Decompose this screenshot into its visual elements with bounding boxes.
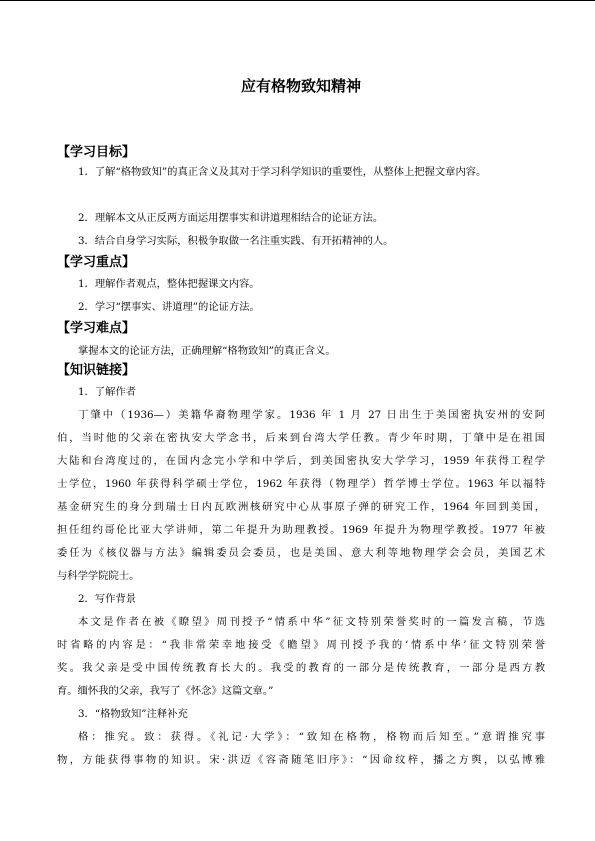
goal-item-2: 2．理解本文从正反两方面运用摆事实和讲道理相结合的论证方法。 bbox=[78, 212, 384, 224]
focus-item-2: 2．学习“摆事实、讲道理”的论证方法。 bbox=[78, 301, 260, 313]
author-line-7: 委任为《核仪器与方法》编辑委员会委员，也是美国、意大利等地物理学会会员，美国艺术 bbox=[57, 547, 545, 559]
page-top-rule bbox=[0, 0, 595, 1]
author-line-5: 基金研究生的身分到瑞士日内瓦欧洲核研究中心从事原子弹的研究工作，1964 年回到美国， bbox=[57, 501, 545, 513]
section-heading-goals: 【学习目标】 bbox=[57, 145, 136, 160]
background-line-1: 本文是作者在被《瞭望》周刊授予“情系中华”征文特别荣誉奖时的一篇发言稿，节选 bbox=[78, 616, 545, 628]
links-subheading-notes: 3．“格物致知”注释补充 bbox=[78, 708, 188, 720]
author-line-1: 丁肇中（1936—）美籍华裔物理学家。1936 年 1 月 27 日出生于美国密执安州的安阿 bbox=[78, 409, 545, 421]
background-line-4: 育。缅怀我的父亲，我写了《怀念》这篇文章。” bbox=[57, 685, 274, 697]
author-line-4: 士学位，1960 年获得科学硕士学位，1962 年获得（物理学）哲学博士学位。1963 年以福特 bbox=[57, 478, 545, 490]
document-title: 应有格物致知精神 bbox=[240, 77, 361, 95]
background-line-3: 奖。我父亲是受中国传统教育长大的。我受的教育的一部分是传统教育，一部分是西方教 bbox=[57, 662, 545, 674]
note-line-2: 物，方能获得事物的知识。宋·洪迈《容斋随笔旧序》：“因命纹梓，播之方舆，以弘博雅 bbox=[57, 754, 545, 766]
section-heading-focus: 【学习重点】 bbox=[57, 255, 136, 270]
goal-item-1: 1．了解“格物致知”的真正含义及其对于学习科学知识的重要性，从整体上把握文章内容。 bbox=[78, 166, 487, 178]
author-line-8: 与科学学院院士。 bbox=[57, 570, 140, 582]
goal-item-3: 3．结合自身学习实际，积极争取做一名注重实践、有开拓精神的人。 bbox=[78, 235, 394, 247]
author-line-6: 担任纽约哥伦比亚大学讲师，第二年提升为助理教授。1969 年提升为物理学教授。1977 年被 bbox=[57, 524, 545, 536]
author-line-3: 大陆和台湾度过的，在国内念完小学和中学后，到美国密执安大学学习，1959 年获得工程学 bbox=[57, 455, 545, 467]
links-subheading-background: 2．写作背景 bbox=[78, 593, 137, 605]
section-heading-difficulty: 【学习难点】 bbox=[57, 321, 136, 336]
difficulty-item-1: 掌握本文的论证方法，正确理解“格物致知”的真正含义。 bbox=[78, 345, 336, 357]
author-line-2: 伯，当时他的父亲在密执安大学念书，后来到台湾大学任教。青少年时期，丁肇中是在祖国 bbox=[57, 432, 545, 444]
links-subheading-author: 1．了解作者 bbox=[78, 386, 137, 398]
note-line-1: 格：推究。致：获得。《礼记·大学》：“致知在格物，格物而后知至。”意谓推究事 bbox=[78, 731, 545, 743]
background-line-2: 时省略的内容是：“我非常荣幸地接受《瞻望》周刊授予我的‘情系中华’征文特别荣誉 bbox=[57, 639, 545, 651]
focus-item-1: 1．理解作者观点，整体把握课文内容。 bbox=[78, 278, 260, 290]
section-heading-links: 【知识链接】 bbox=[57, 363, 136, 378]
